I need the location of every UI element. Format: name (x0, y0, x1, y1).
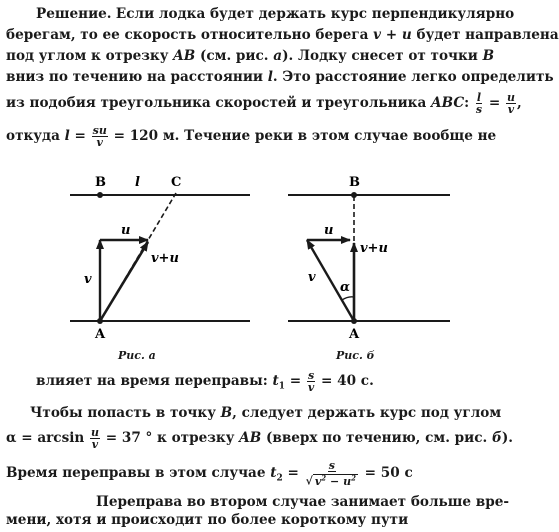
text-segment: . Это расстояние легко определить (272, 69, 554, 85)
subscript: 2 (276, 473, 283, 484)
fraction-denominator: v (96, 136, 103, 149)
text-segment: берегам, то ее скорость относительно берега (6, 27, 369, 43)
segment-ab: AB (239, 430, 262, 446)
fraction-denominator: v (307, 381, 315, 394)
text-line-3 (6, 48, 494, 65)
fraction-s-over-v (307, 370, 315, 393)
figure-b-caption: Рис. б (336, 349, 375, 362)
point-ref: B (220, 405, 233, 421)
fraction-u-over-v (506, 92, 516, 115)
angle-alpha-arc (342, 297, 354, 300)
point-b-dot (351, 192, 357, 198)
text-segment: , следует держать курс под углом (232, 405, 502, 421)
exponent: 2 (321, 473, 327, 483)
equals-sign: = (488, 95, 501, 111)
fraction-numerator: s (307, 369, 315, 382)
fraction-numerator: u (506, 91, 515, 104)
figure-b-diagram (270, 158, 500, 348)
fraction-l-over-s (475, 92, 483, 115)
label-l: l (135, 175, 140, 190)
point-ref: B (482, 48, 495, 64)
var-t: t (272, 373, 279, 389)
text-segment: вниз по течению на расстоянии (6, 69, 264, 85)
text-segment: будет направлена (416, 27, 559, 43)
fraction-denominator: v (91, 438, 99, 451)
point-b-dot (97, 192, 103, 198)
equals-sign: = (287, 465, 299, 481)
point-a-dot (351, 318, 357, 324)
solution-heading: Решение. (36, 6, 112, 22)
text-line-8 (30, 405, 501, 422)
equals-sign: = (74, 128, 86, 144)
text-segment: Время переправы в этом случае (6, 465, 266, 481)
sqrt-radicand: $v^2 - u^2$ (314, 473, 356, 488)
fraction-s-over-sqrt (305, 460, 359, 487)
figure-ref: а (273, 48, 283, 64)
text-segment: : (464, 95, 470, 111)
text-segment: Переправа во втором случае занимает больше вре- (96, 494, 509, 510)
text-line-9 (6, 424, 513, 452)
var-l: l (267, 69, 273, 85)
label-v-plus-u: v+u (360, 241, 388, 256)
label-v: v (308, 270, 316, 285)
subscript: 1 (278, 381, 286, 392)
figure-ref: б (492, 430, 502, 446)
text-segment: = 120 м. Течение реки в этом случае вообще не (113, 128, 497, 144)
exponent: 2 (351, 473, 356, 483)
formula-alpha: α = arcsin (6, 430, 85, 446)
vector-v-plus-u (100, 242, 148, 321)
var-l: l (64, 128, 70, 144)
text-segment: = 37 ° к отрезку (105, 430, 235, 446)
text-line-7 (36, 366, 374, 402)
text-line-5 (6, 90, 522, 116)
label-v: v (84, 272, 92, 287)
text-segment: = 40 с. (321, 373, 374, 389)
text-line-4 (6, 69, 554, 86)
fraction-denominator: s (475, 103, 483, 116)
text-line-12 (6, 512, 408, 529)
label-v-plus-u: v+u (151, 251, 179, 266)
text-line-11 (96, 494, 509, 511)
figure-a-diagram (50, 158, 300, 348)
label-point-c: C (171, 175, 182, 190)
fraction-numerator: l (476, 91, 482, 104)
formula-v-plus-u: v + u (373, 27, 412, 43)
var-u: u (343, 474, 352, 488)
label-point-b: B (349, 175, 360, 190)
text-segment: влияет на время переправы: (36, 373, 268, 389)
text-segment: из подобия треугольника скоростей и треугольника (6, 95, 427, 111)
label-point-a: A (349, 327, 360, 342)
fraction-denominator: √ $v^2 - u^2$ (305, 473, 356, 488)
text-segment: ). (501, 430, 514, 446)
label-u: u (324, 223, 334, 238)
figure-a-caption: Рис. а (118, 349, 156, 362)
fraction-numerator: s (328, 459, 335, 473)
point-a-dot (97, 318, 103, 324)
text-segment: откуда (6, 128, 60, 144)
label-point-b: B (95, 175, 106, 190)
text-segment: под углом к отрезку (6, 48, 169, 64)
label-u: u (121, 223, 131, 238)
text-segment: (см. рис. (199, 48, 269, 64)
text-segment: Чтобы попасть в точку (30, 405, 216, 421)
text-segment: = 50 с (364, 465, 413, 481)
var-v: v (314, 474, 322, 488)
segment-ab: AB (173, 48, 196, 64)
text-segment: мени, хотя и происходит по более короткому пути (6, 512, 409, 528)
text-line-1 (36, 6, 514, 23)
text-segment: ). Лодку снесет от точки (282, 48, 478, 64)
text-line-10 (6, 458, 413, 494)
text-segment: (вверх по течению, см. рис. (265, 430, 488, 446)
text-segment: , (516, 95, 522, 111)
triangle-abc: ABC (431, 95, 465, 111)
label-point-a: A (95, 327, 106, 342)
var-t: t (270, 465, 277, 481)
text-line-6 (6, 122, 496, 150)
fraction-denominator: v (507, 103, 515, 116)
text-line-2 (6, 27, 559, 44)
equals-sign: = (289, 373, 302, 389)
fraction-su-over-v (92, 125, 108, 148)
fraction-numerator: su (92, 124, 107, 137)
fraction-u-over-v (90, 427, 100, 450)
fraction-numerator: u (91, 426, 99, 439)
label-alpha: α (340, 280, 351, 295)
text-segment: Если лодка будет держать курс перпендикулярно (115, 6, 515, 22)
